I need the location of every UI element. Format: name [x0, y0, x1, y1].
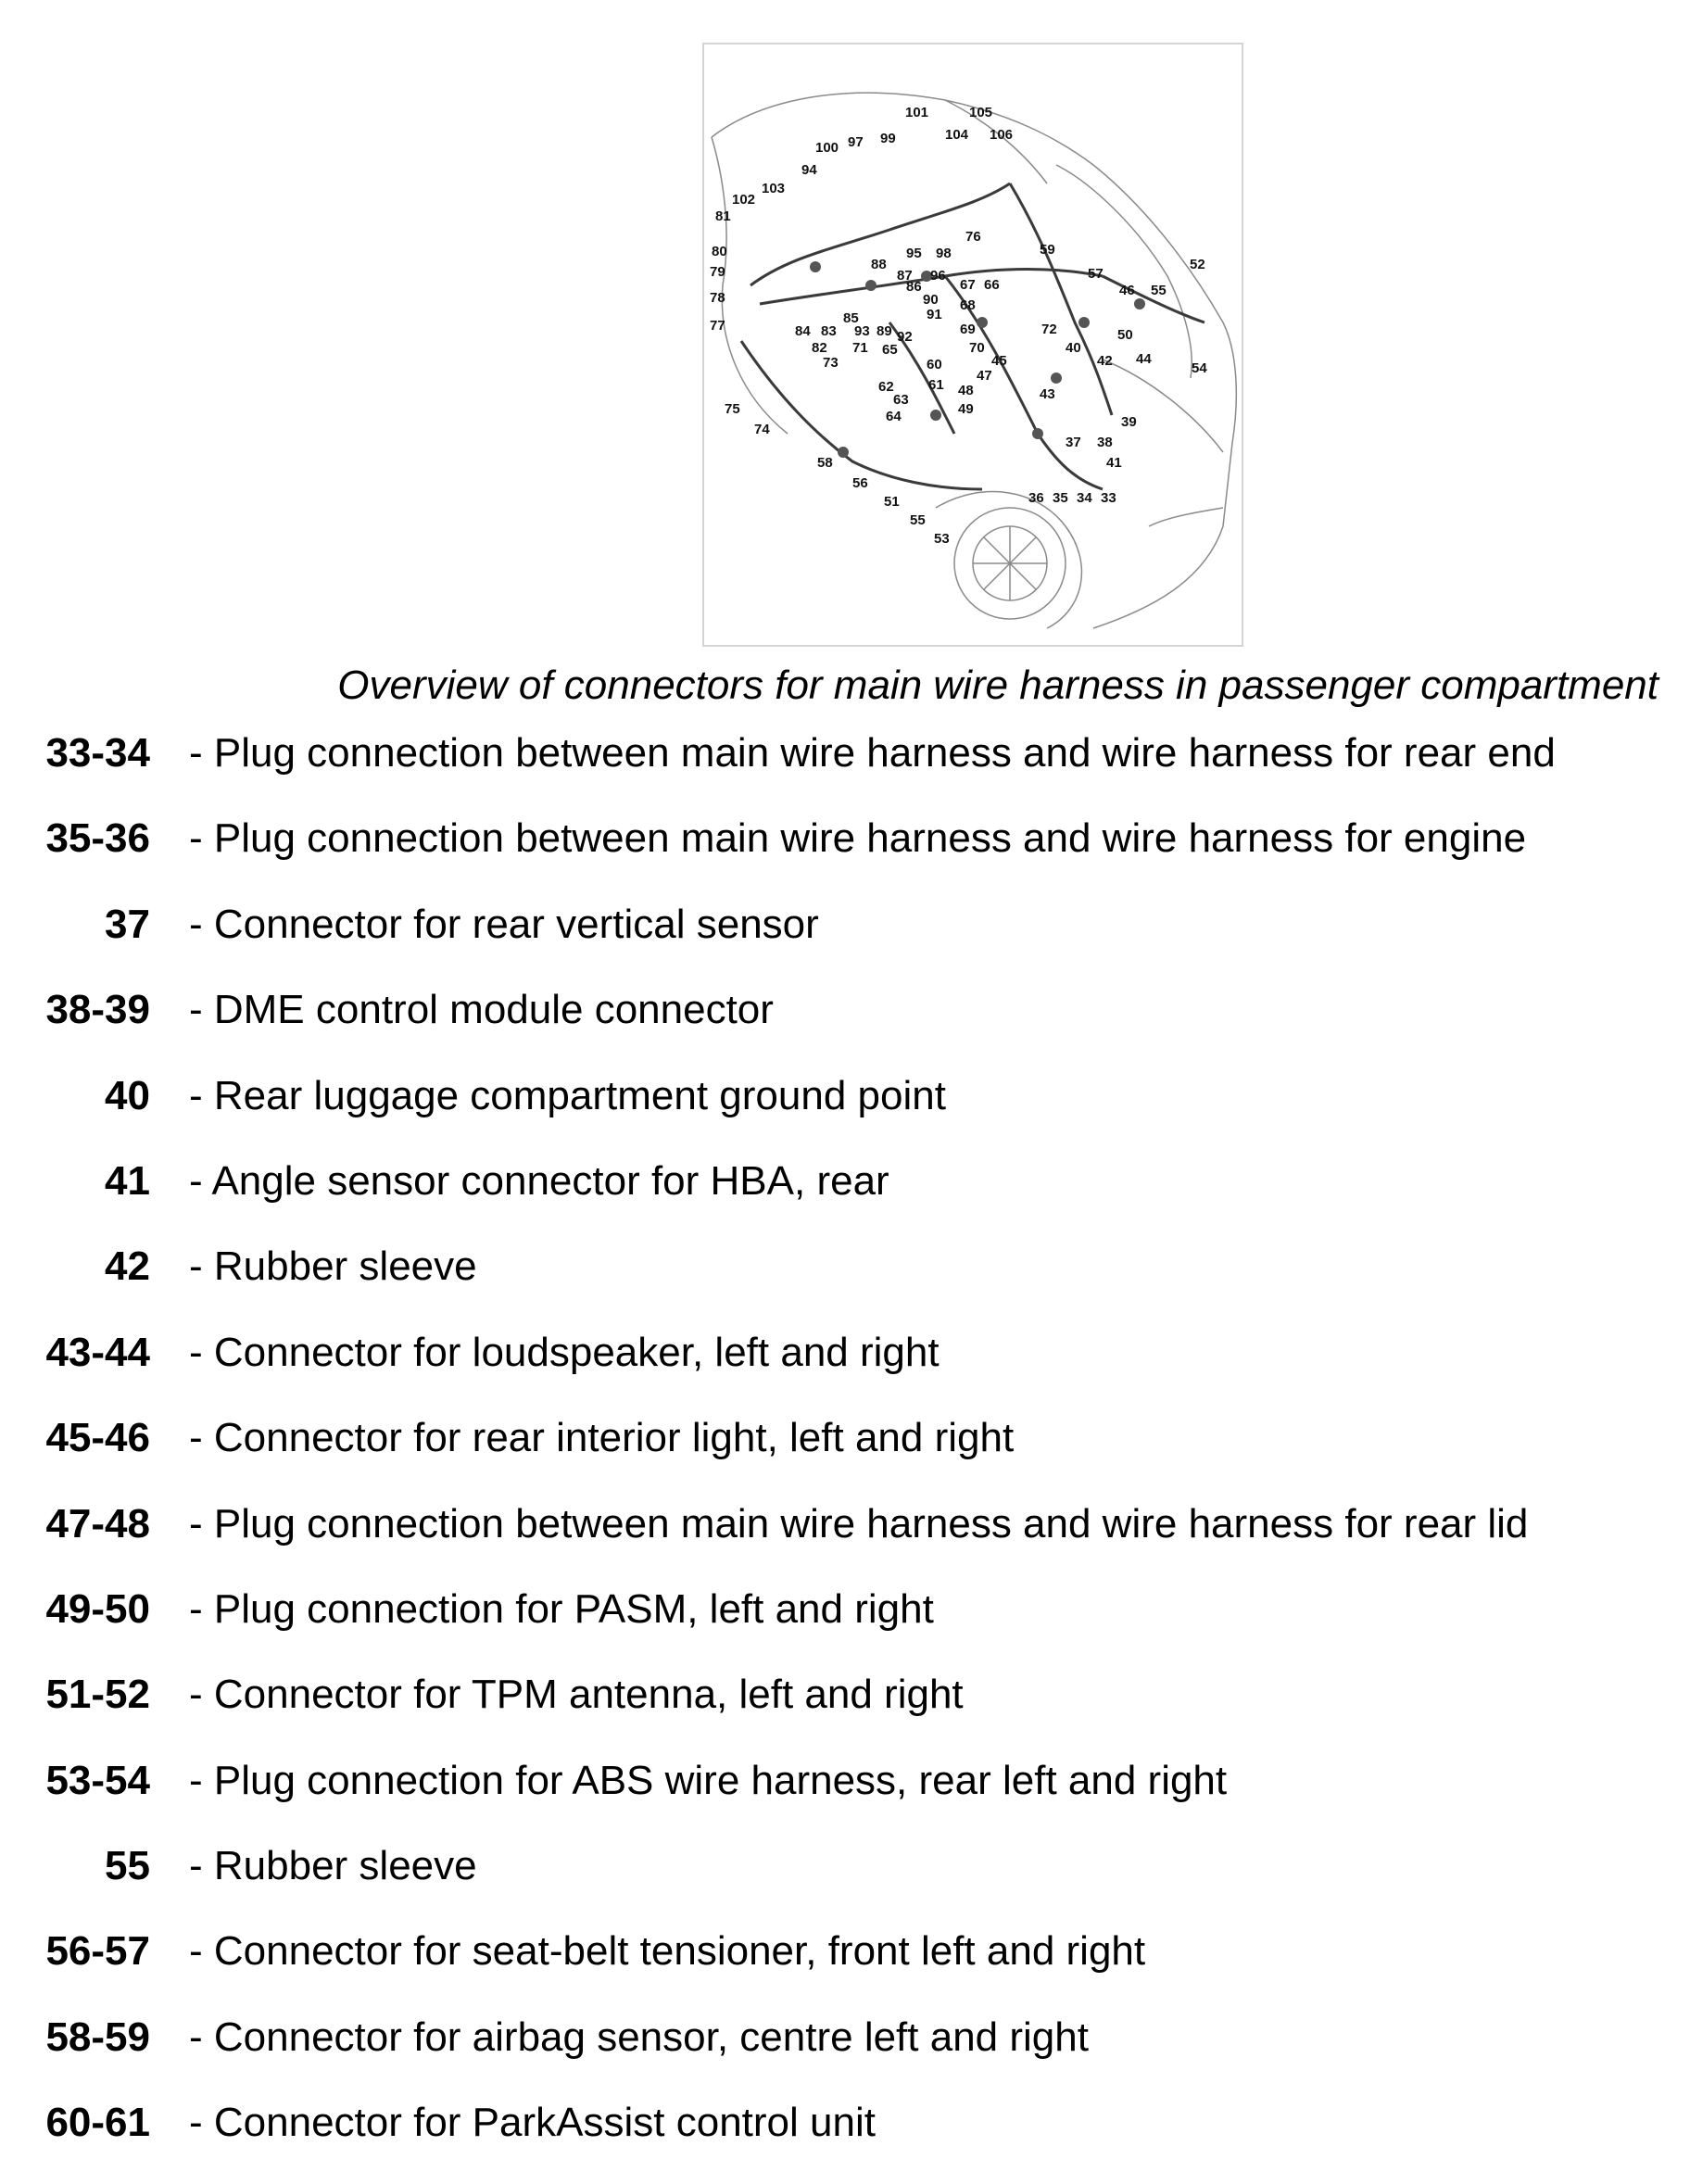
legend-number: 37 [105, 901, 150, 947]
legend-number: 60-61 [45, 2100, 150, 2146]
svg-text:83: 83 [821, 323, 837, 339]
legend-description: - Connector for rear vertical sensor [189, 901, 819, 947]
legend-description: - Connector for loudspeaker, left and right [189, 1329, 940, 1375]
svg-text:78: 78 [710, 290, 725, 306]
svg-text:97: 97 [848, 134, 864, 150]
svg-text:85: 85 [843, 310, 859, 326]
legend-row [0, 1926, 1690, 2012]
svg-text:48: 48 [958, 383, 974, 398]
legend-number: 56-57 [45, 1928, 150, 1975]
svg-text:36: 36 [1028, 490, 1044, 506]
svg-text:45: 45 [991, 353, 1007, 369]
legend-number: 51-52 [45, 1672, 150, 1718]
svg-text:96: 96 [930, 268, 946, 284]
svg-text:60: 60 [927, 357, 942, 372]
svg-text:61: 61 [928, 377, 944, 393]
legend-row [0, 728, 1690, 814]
legend-number: 58-59 [45, 2014, 150, 2060]
legend-row [0, 1841, 1690, 1926]
svg-text:58: 58 [817, 455, 833, 471]
svg-text:90: 90 [923, 292, 939, 308]
legend-number: 35-36 [45, 815, 150, 862]
legend-number: 40 [105, 1072, 150, 1118]
svg-text:56: 56 [852, 475, 868, 491]
legend-row [0, 1242, 1690, 1327]
legend-number: 38-39 [45, 987, 150, 1033]
svg-text:73: 73 [823, 355, 839, 371]
legend-row [0, 985, 1690, 1070]
svg-text:80: 80 [712, 244, 727, 259]
svg-text:72: 72 [1041, 322, 1057, 337]
legend-row [0, 1670, 1690, 1755]
svg-text:33: 33 [1101, 490, 1116, 506]
legend-row [0, 1071, 1690, 1156]
svg-text:39: 39 [1121, 414, 1137, 430]
legend-row [0, 814, 1690, 899]
svg-text:92: 92 [897, 329, 913, 345]
svg-text:82: 82 [812, 340, 827, 356]
legend-number: 43-44 [45, 1329, 150, 1375]
svg-text:69: 69 [960, 322, 976, 337]
svg-text:81: 81 [715, 208, 731, 224]
connector-legend [0, 728, 1690, 2184]
svg-text:34: 34 [1077, 490, 1092, 506]
legend-row [0, 1756, 1690, 1841]
svg-text:70: 70 [969, 340, 985, 356]
legend-row [0, 1156, 1690, 1242]
wiring-diagram [704, 44, 1242, 645]
svg-text:57: 57 [1088, 266, 1104, 282]
svg-text:106: 106 [990, 127, 1014, 143]
legend-description: - Rubber sleeve [189, 1243, 477, 1290]
legend-row [0, 1584, 1690, 1670]
svg-text:64: 64 [886, 409, 902, 424]
svg-text:94: 94 [801, 162, 817, 178]
legend-description: - Connector for ParkAssist control unit [189, 2100, 876, 2146]
legend-number: 55 [105, 1843, 150, 1889]
legend-description: - Rubber sleeve [189, 1843, 477, 1889]
legend-row [0, 900, 1690, 985]
svg-text:103: 103 [762, 181, 786, 196]
svg-text:62: 62 [878, 379, 894, 395]
svg-text:37: 37 [1066, 435, 1081, 450]
svg-text:54: 54 [1192, 360, 1207, 376]
svg-text:79: 79 [710, 264, 725, 280]
svg-text:55: 55 [910, 512, 926, 528]
svg-text:67: 67 [960, 277, 976, 293]
svg-text:100: 100 [815, 140, 839, 156]
svg-text:41: 41 [1106, 455, 1122, 471]
svg-text:65: 65 [882, 342, 898, 358]
svg-text:49: 49 [958, 401, 974, 417]
legend-row [0, 1499, 1690, 1584]
svg-text:93: 93 [854, 323, 870, 339]
svg-text:35: 35 [1053, 490, 1068, 506]
svg-text:71: 71 [852, 340, 868, 356]
legend-description: - Connector for airbag sensor, centre left and right [189, 2014, 1089, 2060]
svg-text:104: 104 [945, 127, 969, 143]
svg-text:44: 44 [1136, 351, 1152, 367]
svg-text:84: 84 [795, 323, 811, 339]
legend-description: - Plug connection between main wire harness and wire harness for rear lid [189, 1500, 1529, 1546]
figure-caption: Overview of connectors for main wire harness in passenger compartment [337, 663, 1658, 708]
legend-description: - Rear luggage compartment ground point [189, 1072, 946, 1118]
svg-text:87: 87 [897, 268, 913, 284]
svg-text:89: 89 [877, 323, 892, 339]
legend-number: 45-46 [45, 1415, 150, 1461]
svg-text:53: 53 [934, 531, 950, 547]
svg-text:50: 50 [1117, 327, 1133, 343]
legend-number: 53-54 [45, 1757, 150, 1803]
legend-row [0, 1328, 1690, 1413]
svg-text:68: 68 [960, 297, 976, 313]
svg-text:47: 47 [977, 368, 992, 384]
legend-description: - Angle sensor connector for HBA, rear [189, 1157, 889, 1204]
svg-text:75: 75 [725, 401, 740, 417]
legend-description: - Plug connection for ABS wire harness, rear left and right [189, 1757, 1228, 1803]
legend-row [0, 2013, 1690, 2098]
svg-text:76: 76 [965, 229, 981, 245]
legend-description: - Plug connection for PASM, left and right [189, 1585, 934, 1632]
legend-number: 47-48 [45, 1500, 150, 1546]
svg-text:55: 55 [1151, 283, 1167, 298]
svg-text:105: 105 [969, 105, 993, 120]
svg-text:42: 42 [1097, 353, 1113, 369]
legend-description: - Connector for seat-belt tensioner, front left and right [189, 1928, 1146, 1975]
legend-row [0, 1413, 1690, 1498]
svg-text:99: 99 [880, 131, 896, 146]
svg-text:66: 66 [984, 277, 1000, 293]
svg-text:102: 102 [732, 192, 756, 208]
svg-text:98: 98 [936, 246, 952, 261]
svg-text:43: 43 [1040, 386, 1055, 402]
svg-text:51: 51 [884, 494, 900, 510]
legend-number: 49-50 [45, 1585, 150, 1632]
svg-text:38: 38 [1097, 435, 1113, 450]
wiring-diagram-figure [702, 43, 1243, 647]
legend-number: 33-34 [45, 730, 150, 776]
svg-text:88: 88 [871, 257, 887, 272]
legend-description: - Plug connection between main wire harness and wire harness for rear end [189, 730, 1556, 776]
svg-text:91: 91 [927, 307, 942, 322]
svg-text:101: 101 [905, 105, 929, 120]
legend-description: - Connector for rear interior light, left and right [189, 1415, 1015, 1461]
svg-text:86: 86 [906, 279, 922, 295]
svg-text:95: 95 [906, 246, 922, 261]
legend-description: - Connector for TPM antenna, left and right [189, 1672, 964, 1718]
svg-text:74: 74 [754, 422, 770, 437]
svg-text:59: 59 [1040, 242, 1055, 258]
legend-description: - Plug connection between main wire harness and wire harness for engine [189, 815, 1527, 862]
svg-text:46: 46 [1119, 283, 1135, 298]
svg-text:63: 63 [893, 392, 909, 408]
legend-row [0, 2098, 1690, 2183]
svg-text:77: 77 [710, 318, 725, 334]
legend-description: - DME control module connector [189, 987, 774, 1033]
svg-text:40: 40 [1066, 340, 1081, 356]
legend-number: 41 [105, 1157, 150, 1204]
legend-number: 42 [105, 1243, 150, 1290]
svg-text:52: 52 [1190, 257, 1205, 272]
